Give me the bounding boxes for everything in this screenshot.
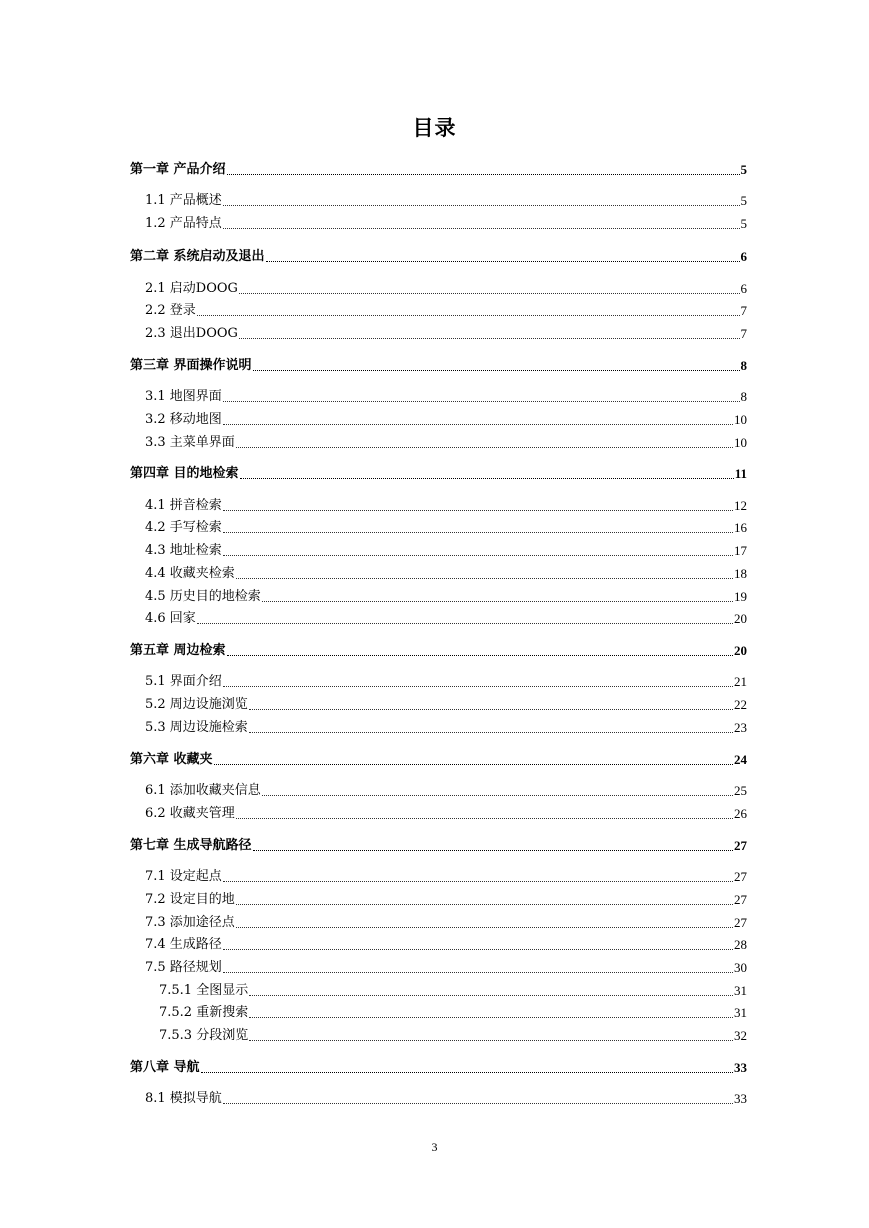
toc-entry-section[interactable] (145, 519, 747, 537)
dot-leader (266, 261, 740, 262)
dot-leader (223, 424, 733, 425)
toc-entry-section[interactable] (145, 388, 747, 406)
dot-leader (236, 904, 733, 905)
dot-leader (223, 972, 733, 973)
toc-entry-label: 7.1 设定起点 (145, 869, 222, 884)
dot-leader (223, 686, 733, 687)
toc-entry-label: 第一章 产品介绍 (130, 162, 226, 177)
dot-leader (227, 174, 740, 175)
dot-leader (214, 764, 733, 765)
toc-entry-label: 第六章 收藏夹 (130, 752, 213, 767)
dot-leader (201, 1072, 733, 1073)
toc-entry-chapter[interactable] (130, 1059, 747, 1077)
toc-entry-page: 8 (740, 389, 747, 404)
toc-entry-page: 6 (740, 281, 747, 296)
toc-entry-label: 第二章 系统启动及退出 (130, 249, 265, 264)
toc-entry-subsection[interactable] (159, 1004, 747, 1022)
toc-entry-page: 27 (734, 915, 747, 930)
toc-entry-section[interactable] (145, 805, 747, 823)
toc-entry-section[interactable] (145, 610, 747, 628)
toc-entry-label: 6.2 收藏夹管理 (145, 806, 235, 821)
toc-entry-page: 5 (740, 162, 747, 177)
toc-entry-page: 8 (740, 358, 747, 373)
toc-entry-label: 7.5.1 全图显示 (159, 983, 249, 998)
toc-entry-section[interactable] (145, 936, 747, 954)
dot-leader (240, 478, 734, 479)
toc-entry-label: 2.1 启动DOOG (145, 281, 238, 296)
toc-entry-label: 4.4 收藏夹检索 (145, 566, 235, 581)
toc-entry-label: 第七章 生成导航路径 (130, 838, 252, 853)
dot-leader (223, 401, 740, 402)
toc-entry-label: 7.3 添加途径点 (145, 915, 235, 930)
dot-leader (227, 655, 733, 656)
dot-leader (197, 623, 733, 624)
toc-entry-section[interactable] (145, 497, 747, 515)
toc-entry-label: 5.2 周边设施浏览 (145, 697, 248, 712)
toc-entry-label: 8.1 模拟导航 (145, 1091, 222, 1106)
toc-entry-page: 11 (734, 466, 747, 481)
dot-leader (223, 205, 740, 206)
toc-entry-subsection[interactable] (159, 1027, 747, 1045)
dot-leader (223, 228, 740, 229)
dot-leader (253, 370, 740, 371)
toc-entry-label: 5.3 周边设施检索 (145, 720, 248, 735)
toc-entry-chapter[interactable] (130, 642, 747, 660)
toc-entry-page: 7 (740, 326, 747, 341)
dot-leader (236, 447, 733, 448)
toc-entry-page: 31 (734, 983, 747, 998)
toc-entry-label: 4.5 历史目的地检索 (145, 589, 261, 604)
dot-leader (239, 293, 740, 294)
toc-entry-chapter[interactable] (130, 161, 747, 179)
toc-entry-section[interactable] (145, 719, 747, 737)
toc-entry-page: 6 (740, 249, 747, 264)
toc-entry-chapter[interactable] (130, 465, 747, 483)
toc-entry-page: 18 (734, 566, 747, 581)
toc-entry-label: 第三章 界面操作说明 (130, 358, 252, 373)
toc-entry-section[interactable] (145, 1090, 747, 1108)
dot-leader (249, 732, 733, 733)
toc-entry-page: 7 (740, 303, 747, 318)
toc-entry-label: 4.2 手写检索 (145, 520, 222, 535)
toc-entry-section[interactable] (145, 959, 747, 977)
dot-leader (236, 578, 733, 579)
toc-entry-label: 6.1 添加收藏夹信息 (145, 783, 261, 798)
toc-entry-section[interactable] (145, 565, 747, 583)
toc-entry-page: 19 (734, 589, 747, 604)
toc-entry-page: 23 (734, 720, 747, 735)
toc-entry-page: 28 (734, 937, 747, 952)
toc-entry-page: 17 (734, 543, 747, 558)
toc-entry-section[interactable] (145, 542, 747, 560)
toc-entry-label: 3.2 移动地图 (145, 412, 222, 427)
toc-entry-page: 5 (740, 216, 747, 231)
toc-entry-label: 7.4 生成路径 (145, 937, 222, 952)
toc-entry-label: 2.3 退出DOOG (145, 326, 238, 341)
dot-leader (223, 881, 733, 882)
toc-entry-section[interactable] (145, 891, 747, 909)
toc-entry-page: 33 (734, 1091, 747, 1106)
toc-entry-label: 2.2 登录 (145, 303, 196, 318)
toc-entry-section[interactable] (145, 914, 747, 932)
dot-leader (236, 927, 733, 928)
toc-entry-section[interactable] (145, 411, 747, 429)
toc-entry-section[interactable] (145, 588, 747, 606)
toc-entry-section[interactable] (145, 192, 747, 210)
toc-entry-chapter[interactable] (130, 357, 747, 375)
toc-entry-page: 26 (734, 806, 747, 821)
toc-entry-label: 7.5 路径规划 (145, 960, 222, 975)
toc-entry-page: 20 (734, 611, 747, 626)
toc-entry-label: 4.6 回家 (145, 611, 196, 626)
dot-leader (223, 555, 733, 556)
toc-entry-section[interactable] (145, 280, 747, 298)
toc-entry-label: 3.3 主菜单界面 (145, 435, 235, 450)
page-number: 3 (431, 1140, 438, 1154)
toc-entry-page: 10 (734, 412, 747, 427)
dot-leader (249, 1017, 733, 1018)
toc-entry-label: 3.1 地图界面 (145, 389, 222, 404)
toc-entry-label: 7.5.2 重新搜索 (159, 1005, 249, 1020)
toc-entry-page: 27 (734, 892, 747, 907)
toc-entry-section[interactable] (145, 302, 747, 320)
toc-entry-subsection[interactable] (159, 982, 747, 1000)
toc-entry-label: 1.2 产品特点 (145, 216, 222, 231)
toc-entry-page: 33 (734, 1060, 747, 1075)
dot-leader (253, 850, 733, 851)
dot-leader (223, 1103, 733, 1104)
toc-entry-page: 10 (734, 435, 747, 450)
toc-entry-page: 16 (734, 520, 747, 535)
dot-leader (197, 315, 740, 316)
toc-entry-section[interactable] (145, 325, 747, 343)
toc-entry-label: 第五章 周边检索 (130, 643, 226, 658)
toc-entry-section[interactable] (145, 782, 747, 800)
toc-entry-section[interactable] (145, 673, 747, 691)
dot-leader (249, 1040, 733, 1041)
dot-leader (223, 949, 733, 950)
toc-entry-page: 25 (734, 783, 747, 798)
dot-leader (239, 338, 740, 339)
toc-entry-page: 31 (734, 1005, 747, 1020)
dot-leader (223, 532, 733, 533)
toc-entry-page: 5 (740, 193, 747, 208)
toc-entry-page: 12 (734, 498, 747, 513)
dot-leader (262, 601, 733, 602)
toc-entry-label: 第八章 导航 (130, 1060, 200, 1075)
toc-entry-label: 1.1 产品概述 (145, 193, 222, 208)
toc-entry-label: 第四章 目的地检索 (130, 466, 239, 481)
toc-entry-label: 7.2 设定目的地 (145, 892, 235, 907)
dot-leader (249, 709, 733, 710)
toc-entry-page: 22 (734, 697, 747, 712)
toc-entry-chapter[interactable] (130, 751, 747, 769)
toc-entry-page: 27 (734, 838, 747, 853)
dot-leader (236, 818, 733, 819)
page-title: 目录 (412, 116, 457, 140)
toc-entry-chapter[interactable] (130, 837, 747, 855)
toc-entry-section[interactable] (145, 868, 747, 886)
dot-leader (262, 795, 733, 796)
dot-leader (249, 995, 733, 996)
toc-entry-section[interactable] (145, 696, 747, 714)
toc-entry-page: 21 (734, 674, 747, 689)
toc-entry-label: 5.1 界面介绍 (145, 674, 222, 689)
dot-leader (223, 510, 733, 511)
toc-entry-section[interactable] (145, 215, 747, 233)
toc-entry-label: 4.1 拼音检索 (145, 498, 222, 513)
toc-entry-label: 4.3 地址检索 (145, 543, 222, 558)
toc-entry-page: 27 (734, 869, 747, 884)
toc-entry-page: 20 (734, 643, 747, 658)
toc-entry-page: 30 (734, 960, 747, 975)
toc-entry-section[interactable] (145, 434, 747, 452)
toc-entry-label: 7.5.3 分段浏览 (159, 1028, 249, 1043)
toc-entry-page: 32 (734, 1028, 747, 1043)
toc-entry-page: 24 (734, 752, 747, 767)
toc-entry-chapter[interactable] (130, 248, 747, 266)
